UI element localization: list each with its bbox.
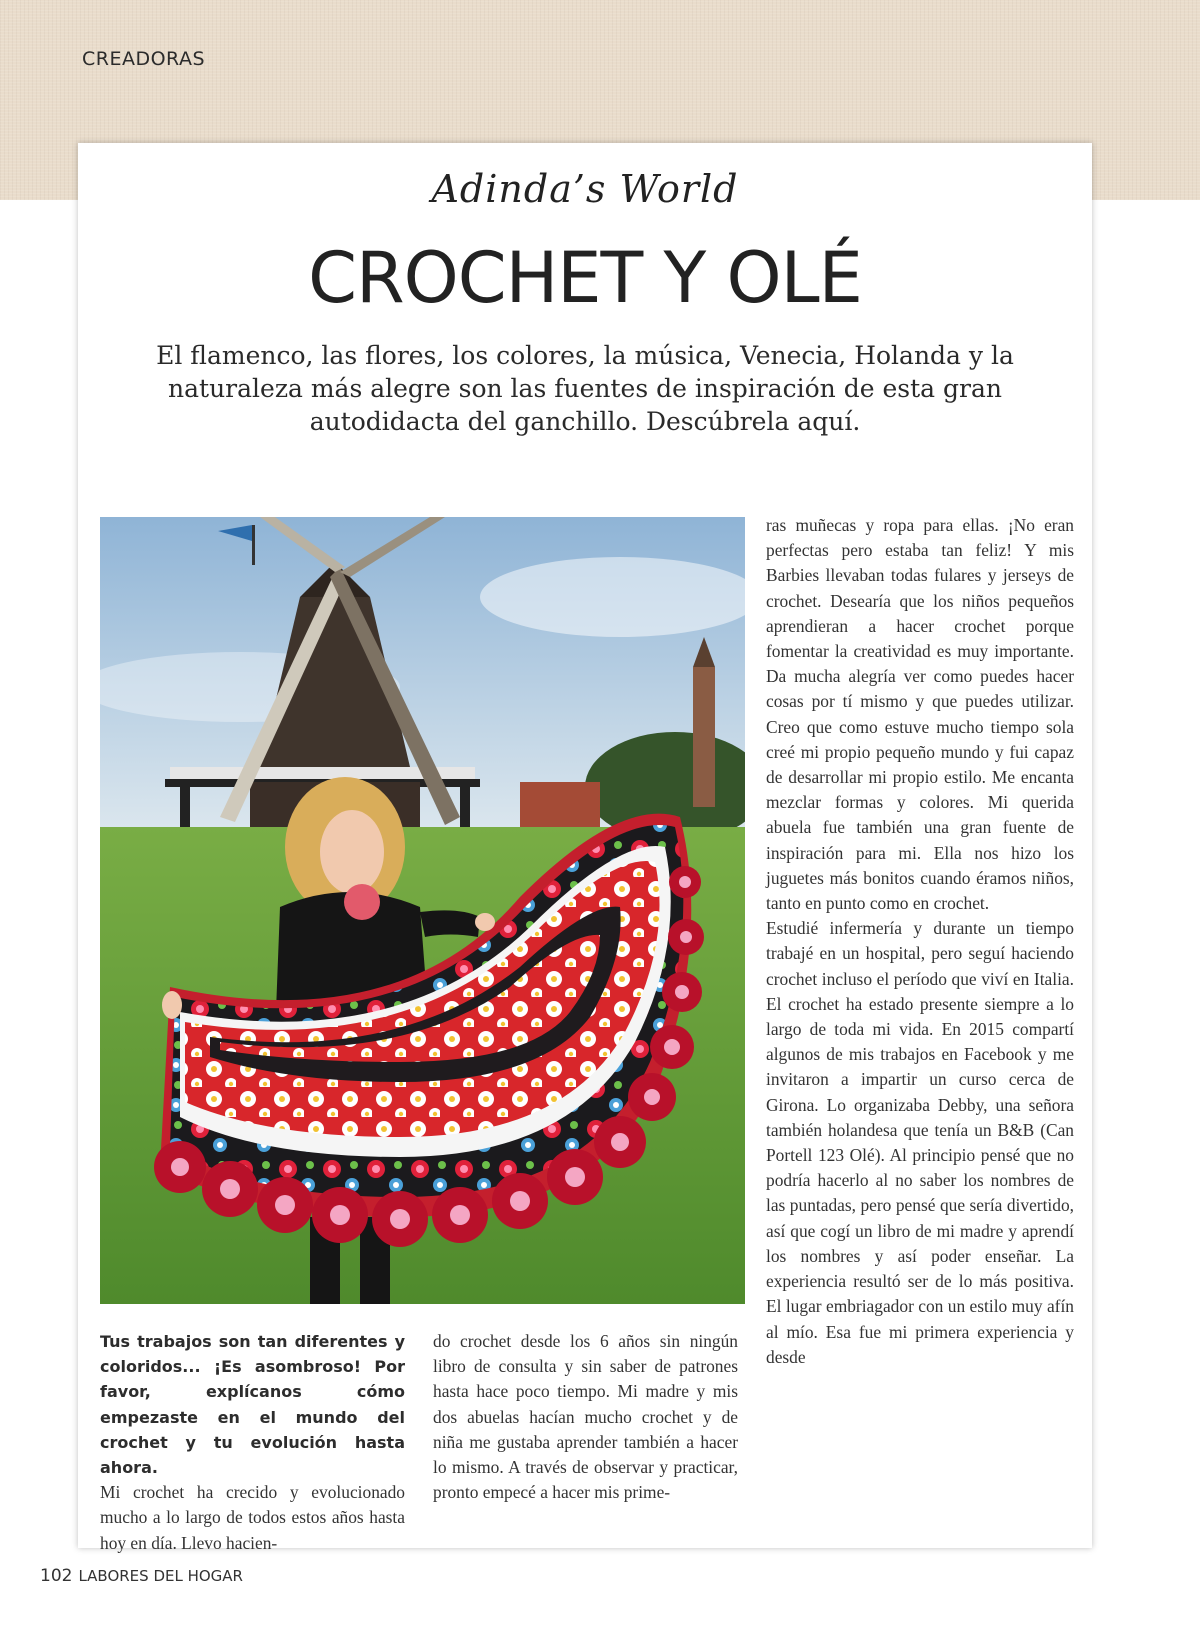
article-photo	[100, 517, 745, 1304]
photo-windmill-shawl	[100, 517, 745, 1304]
answer-text-col1: Mi crochet ha crecido y evolucionado mucho a lo largo de todos estos años hasta hoy en día. Llevo hacien-	[100, 1482, 405, 1553]
answer-text-col2: do crochet desde los 6 años sin ningún libro de consulta y sin saber de patrones hasta hace poco tiempo. Mi madre y mis dos abuelas hacían mucho crochet y de niña me gustaba aprender también a hacer lo mismo. A través de observar y practicar, pronto empecé a hacer mis prime-	[433, 1331, 738, 1503]
answer-text-col3-p2: Estudié infermería y durante un tiempo trabajé en un hospital, pero seguí haciendo crochet incluso el período que viví en Italia. El crochet ha estado presente siempre a lo largo de toda mi vida. En 2015 compartí algunos de mis trabajos en Facebook y me invitaron a impartir un curso cerca de Girona. Lo organizaba Debby, una señora también holandesa que tenía un B&B (Can Portell 123 Olé). Al principio pensé que no podría hacerlo al no saber los nombres de las puntadas, pero pensé que sería divertido, así que cogí un libro de mi madre y aprendí los nombres y así poder enseñar. La experiencia resultó ser de lo más positiva. El lugar embriagador con un estilo muy afín al mío. Esa fue mi primera experiencia y desde	[766, 918, 1074, 1367]
section-label: CREADORAS	[82, 48, 206, 70]
interview-question: Tus trabajos son tan diferentes y coloridos... ¡Es asombroso! Por favor, explícanos cómo empezaste en el mundo del crochet y tu evolución hasta ahora.	[100, 1332, 405, 1478]
article-deck: El flamenco, las flores, los colores, la música, Venecia, Holanda y la naturaleza más alegre son las fuentes de inspiración de esta gran autodidacta del ganchillo. Descúbrela aquí.	[156, 341, 1014, 436]
article-column-2	[433, 1329, 738, 1505]
answer-text-col3-p1: ras muñecas y ropa para ellas. ¡No eran perfectas pero estaba tan feliz! Y mis Barbies llevaban todas fulares y jerseys de crochet. Desearía que los niños pequeños aprendieran a hacer crochet porque fomentar la creatividad es muy importante. Da mucha alegría ver como puedes hacer cosas por tí mismo y que puedes utilizar. Creo que como estuve mucho tiempo sola creé mi propio pequeño mundo y fui capaz de desarrollar mi propio estilo. Me encanta mezclar formas y colores. Mi querida abuela fue también una gran fuente de inspiración para mi. Ella nos hizo los juguetes más bonitos cuando éramos niños, tanto en punto como en crochet.	[766, 515, 1074, 914]
article-title: CROCHET Y OLÉ	[308, 237, 862, 319]
page-footer	[40, 1566, 243, 1586]
article-column-3	[766, 513, 1074, 1370]
article-kicker: Adinda’s World	[431, 167, 739, 211]
page-number: 102	[40, 1566, 73, 1586]
article-card	[78, 143, 1092, 1553]
article-column-1	[100, 1329, 405, 1556]
magazine-name: LABORES DEL HOGAR	[78, 1567, 243, 1585]
